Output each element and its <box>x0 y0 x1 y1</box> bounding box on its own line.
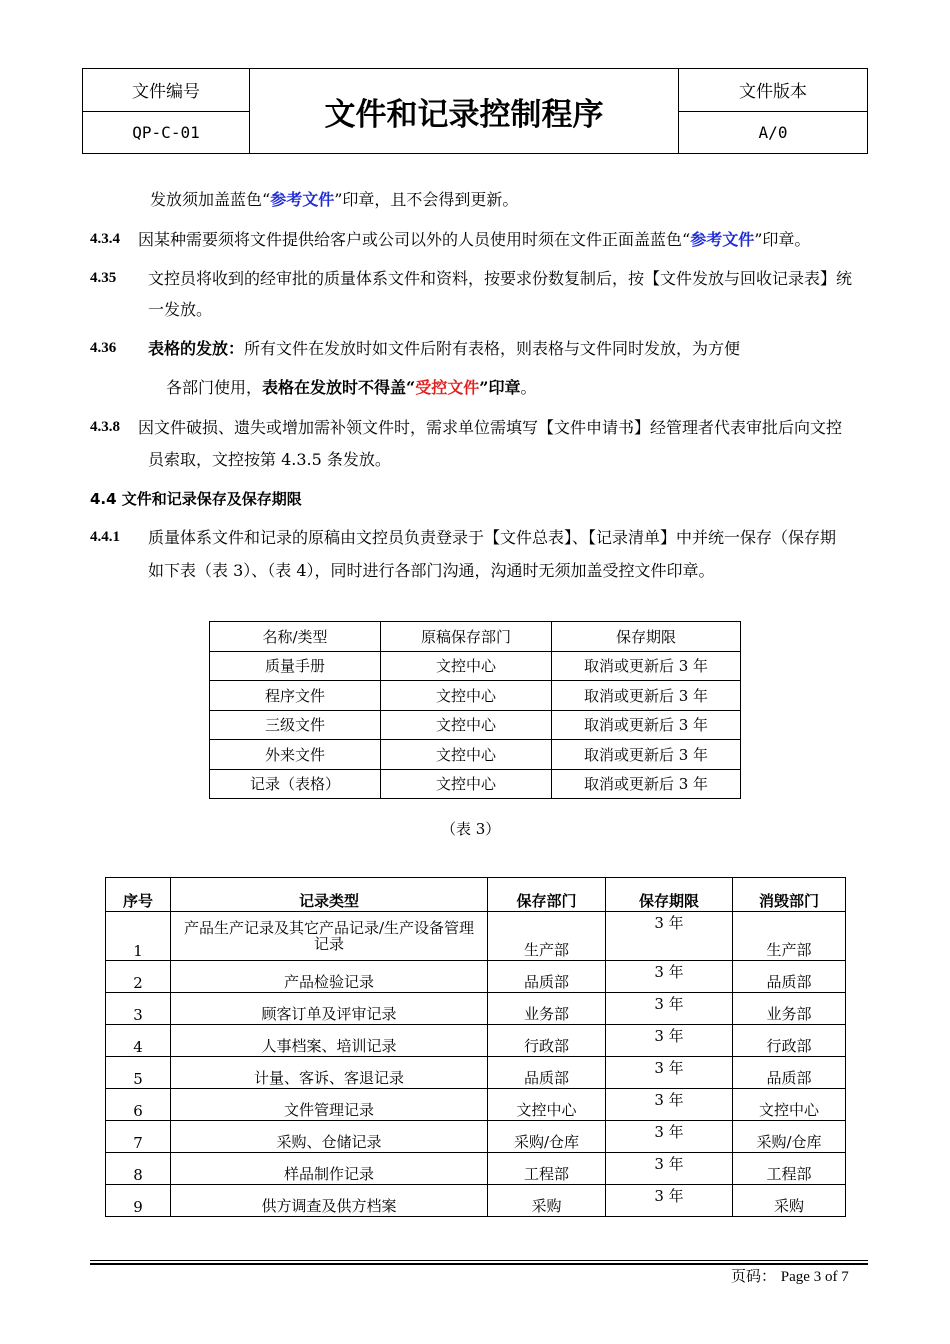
retention-table-4 <box>105 877 846 1217</box>
doc-number: QP-C-01 <box>83 111 250 154</box>
table-row <box>106 912 846 961</box>
cell: 采购 <box>488 1185 606 1217</box>
paragraph-continuation <box>150 190 518 210</box>
version-value: A/0 <box>679 111 868 154</box>
cell: 采购/仓库 <box>488 1121 606 1153</box>
cell: 业务部 <box>733 993 846 1025</box>
cell: 产品检验记录 <box>171 961 488 993</box>
table4-header: 消毁部门 <box>733 878 846 912</box>
table-row <box>106 1025 846 1057</box>
table-row <box>106 993 846 1025</box>
table-row <box>106 1089 846 1121</box>
text: 各部门使用， <box>166 378 263 397</box>
cell: 3 年 <box>606 1025 733 1057</box>
clause-number: 4.35 <box>90 270 117 286</box>
cell: 1 <box>106 912 171 961</box>
clause-4-4-1-line2: 如下表（表 3）、（表 4），同时进行各部门沟通，沟通时无须加盖受控文件印章。 <box>148 561 715 580</box>
table-row <box>210 651 741 681</box>
table4-header: 记录类型 <box>171 878 488 912</box>
cell: 人事档案、培训记录 <box>171 1025 488 1057</box>
cell: 采购、仓储记录 <box>171 1121 488 1153</box>
footer-divider <box>90 1260 868 1261</box>
clause-4-3-4 <box>138 230 810 250</box>
cell: 文控中心 <box>381 769 552 799</box>
table-row <box>106 1121 846 1153</box>
cell: 质量手册 <box>210 651 381 681</box>
cell: 文控中心 <box>381 710 552 740</box>
text: 所有文件在发放时如文件后附有表格，则表格与文件同时发放，为方便 <box>244 339 741 358</box>
bold-text: ”印章 <box>479 378 521 397</box>
cell: 3 年 <box>606 961 733 993</box>
cell: 取消或更新后 3 年 <box>552 740 741 770</box>
reference-stamp-text: 参考文件 <box>270 190 335 209</box>
page-number <box>731 1265 849 1286</box>
text: 发放须加盖蓝色“ <box>150 190 271 209</box>
clause-4-36-line1 <box>148 339 740 359</box>
cell: 文控中心 <box>381 651 552 681</box>
doc-number-label: 文件编号 <box>83 69 250 112</box>
cell: 业务部 <box>488 993 606 1025</box>
cell: 品质部 <box>733 1057 846 1089</box>
retention-table-3 <box>209 621 741 799</box>
page-label: 页码： <box>731 1267 777 1285</box>
section-heading: 4.4 文件和记录保存及保存期限 <box>90 490 302 508</box>
clause-number: 4.3.8 <box>90 419 120 435</box>
cell: 生产部 <box>488 912 606 961</box>
cell: 三级文件 <box>210 710 381 740</box>
clause-4-3-8-line2: 员索取，文控按第 4.3.5 条发放。 <box>148 450 391 469</box>
cell: 文控中心 <box>381 740 552 770</box>
table-row <box>106 1185 846 1217</box>
document-header <box>82 68 868 154</box>
table4-header: 序号 <box>106 878 171 912</box>
cell: 3 年 <box>606 1153 733 1185</box>
clause-number: 4.4.1 <box>90 529 120 545</box>
table4-header: 保存部门 <box>488 878 606 912</box>
cell: 品质部 <box>488 961 606 993</box>
cell: 3 年 <box>606 912 733 961</box>
text: 。 <box>520 378 537 397</box>
table-row <box>210 681 741 711</box>
table-row <box>106 1153 846 1185</box>
cell: 取消或更新后 3 年 <box>552 710 741 740</box>
cell: 9 <box>106 1185 171 1217</box>
cell: 6 <box>106 1089 171 1121</box>
cell: 产品生产记录及其它产品记录/生产设备管理记录 <box>171 912 488 961</box>
page-value: Page 3 of 7 <box>780 1269 849 1285</box>
clause-4-4-1-line1: 质量体系文件和记录的原稿由文控员负责登录于【文件总表】、【记录清单】中并统一保存（保存期 <box>148 528 837 547</box>
clause-number: 4.36 <box>90 340 117 356</box>
document-title: 文件和记录控制程序 <box>250 69 679 154</box>
cell: 3 年 <box>606 1185 733 1217</box>
table3-header: 名称/类型 <box>210 622 381 652</box>
table3-header: 原稿保存部门 <box>381 622 552 652</box>
cell: 取消或更新后 3 年 <box>552 681 741 711</box>
table-row <box>210 710 741 740</box>
table4-header: 保存期限 <box>606 878 733 912</box>
table-row <box>106 961 846 993</box>
cell: 3 年 <box>606 993 733 1025</box>
cell: 计量、客诉、客退记录 <box>171 1057 488 1089</box>
cell: 行政部 <box>733 1025 846 1057</box>
controlled-stamp-text: 受控文件 <box>415 378 480 397</box>
cell: 取消或更新后 3 年 <box>552 651 741 681</box>
cell: 文控中心 <box>488 1089 606 1121</box>
cell: 取消或更新后 3 年 <box>552 769 741 799</box>
table-row <box>106 1057 846 1089</box>
cell: 外来文件 <box>210 740 381 770</box>
cell: 程序文件 <box>210 681 381 711</box>
table-row <box>210 769 741 799</box>
cell: 工程部 <box>488 1153 606 1185</box>
cell: 顾客订单及评审记录 <box>171 993 488 1025</box>
cell: 3 年 <box>606 1121 733 1153</box>
clause-4-36-line2 <box>166 378 536 398</box>
clause-number: 4.3.4 <box>90 231 120 247</box>
cell: 采购/仓库 <box>733 1121 846 1153</box>
bold-lead: 表格的发放： <box>148 339 245 358</box>
clause-4-3-8-line1: 因文件破损、遗失或增加需补领文件时，需求单位需填写【文件申请书】经管理者代表审批后向文控 <box>138 418 843 437</box>
cell: 采购 <box>733 1185 846 1217</box>
cell: 记录（表格） <box>210 769 381 799</box>
table3-header: 保存期限 <box>552 622 741 652</box>
cell: 文控中心 <box>733 1089 846 1121</box>
cell: 工程部 <box>733 1153 846 1185</box>
cell: 品质部 <box>733 961 846 993</box>
clause-4-35-line1: 文控员将收到的经审批的质量体系文件和资料，按要求份数复制后，按【文件发放与回收记录表】统 <box>148 269 853 288</box>
bold-text: 表格在发放时不得盖“ <box>262 378 416 397</box>
cell: 3 <box>106 993 171 1025</box>
text: ”印章。 <box>754 230 811 249</box>
cell: 3 年 <box>606 1057 733 1089</box>
cell: 7 <box>106 1121 171 1153</box>
cell: 4 <box>106 1025 171 1057</box>
cell: 品质部 <box>488 1057 606 1089</box>
text: ”印章，且不会得到更新。 <box>334 190 519 209</box>
cell: 样品制作记录 <box>171 1153 488 1185</box>
cell: 5 <box>106 1057 171 1089</box>
cell: 文控中心 <box>381 681 552 711</box>
cell: 3 年 <box>606 1089 733 1121</box>
table-row <box>210 740 741 770</box>
table3-caption: （表 3） <box>441 820 501 838</box>
text: 因某种需要须将文件提供给客户或公司以外的人员使用时须在文件正面盖蓝色“ <box>138 230 691 249</box>
cell: 行政部 <box>488 1025 606 1057</box>
cell: 8 <box>106 1153 171 1185</box>
cell: 2 <box>106 961 171 993</box>
cell: 文件管理记录 <box>171 1089 488 1121</box>
clause-4-35-line2: 一发放。 <box>148 300 213 319</box>
cell: 供方调查及供方档案 <box>171 1185 488 1217</box>
version-label: 文件版本 <box>679 69 868 112</box>
reference-stamp-text: 参考文件 <box>690 230 755 249</box>
cell: 生产部 <box>733 912 846 961</box>
